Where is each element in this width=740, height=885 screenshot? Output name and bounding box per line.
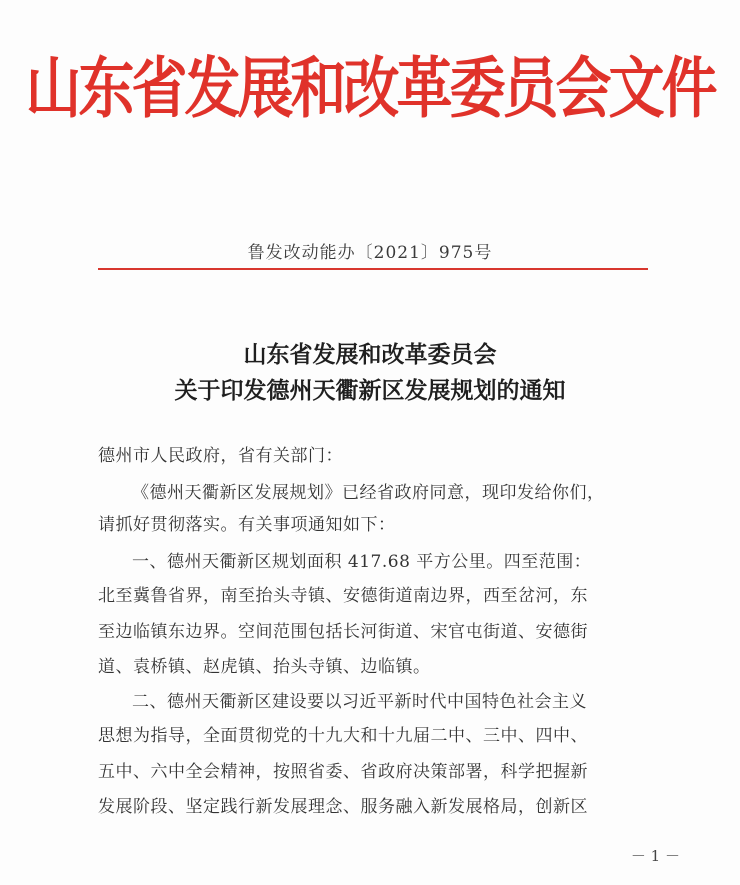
document-masthead: 山东省发展和改革委员会文件 — [25, 51, 715, 128]
body-paragraph-line: 请抓好贯彻落实。有关事项通知如下： — [98, 515, 396, 535]
body-paragraph-line: 发展阶段、坚定践行新发展理念、服务融入新发展格局，创新区 — [98, 797, 588, 817]
body-paragraph-line: 《德州天衢新区发展规划》已经省政府同意，现印发给你们， — [132, 483, 605, 503]
body-paragraph-line: 至边临镇东边界。空间范围包括长河街道、宋官屯街道、安德街 — [98, 622, 588, 642]
body-paragraph-line: 思想为指导，全面贯彻党的十九大和十九届二中、三中、四中、 — [98, 726, 588, 746]
addressee-line: 德州市人民政府，省有关部门： — [98, 446, 343, 466]
page-number: － 1 － — [630, 847, 680, 865]
body-paragraph-line: 道、袁桥镇、赵虎镇、抬头寺镇、边临镇。 — [98, 657, 431, 677]
body-paragraph-line: 五中、六中全会精神，按照省委、省政府决策部署，科学把握新 — [98, 762, 588, 782]
document-title-line-1: 山东省发展和改革委员会 — [243, 342, 497, 368]
red-divider-rule — [98, 268, 648, 270]
body-paragraph-line: 二、德州天衢新区建设要以习近平新时代中国特色社会主义 — [132, 692, 587, 712]
document-number: 鲁发改动能办〔2021〕975号 — [247, 243, 493, 263]
document-title-line-2: 关于印发德州天衢新区发展规划的通知 — [174, 378, 566, 404]
body-paragraph-line: 北至冀鲁省界，南至抬头寺镇、安德街道南边界，西至岔河，东 — [98, 586, 588, 606]
body-paragraph-line: 一、德州天衢新区规划面积 417.68 平方公里。四至范围： — [132, 552, 592, 572]
